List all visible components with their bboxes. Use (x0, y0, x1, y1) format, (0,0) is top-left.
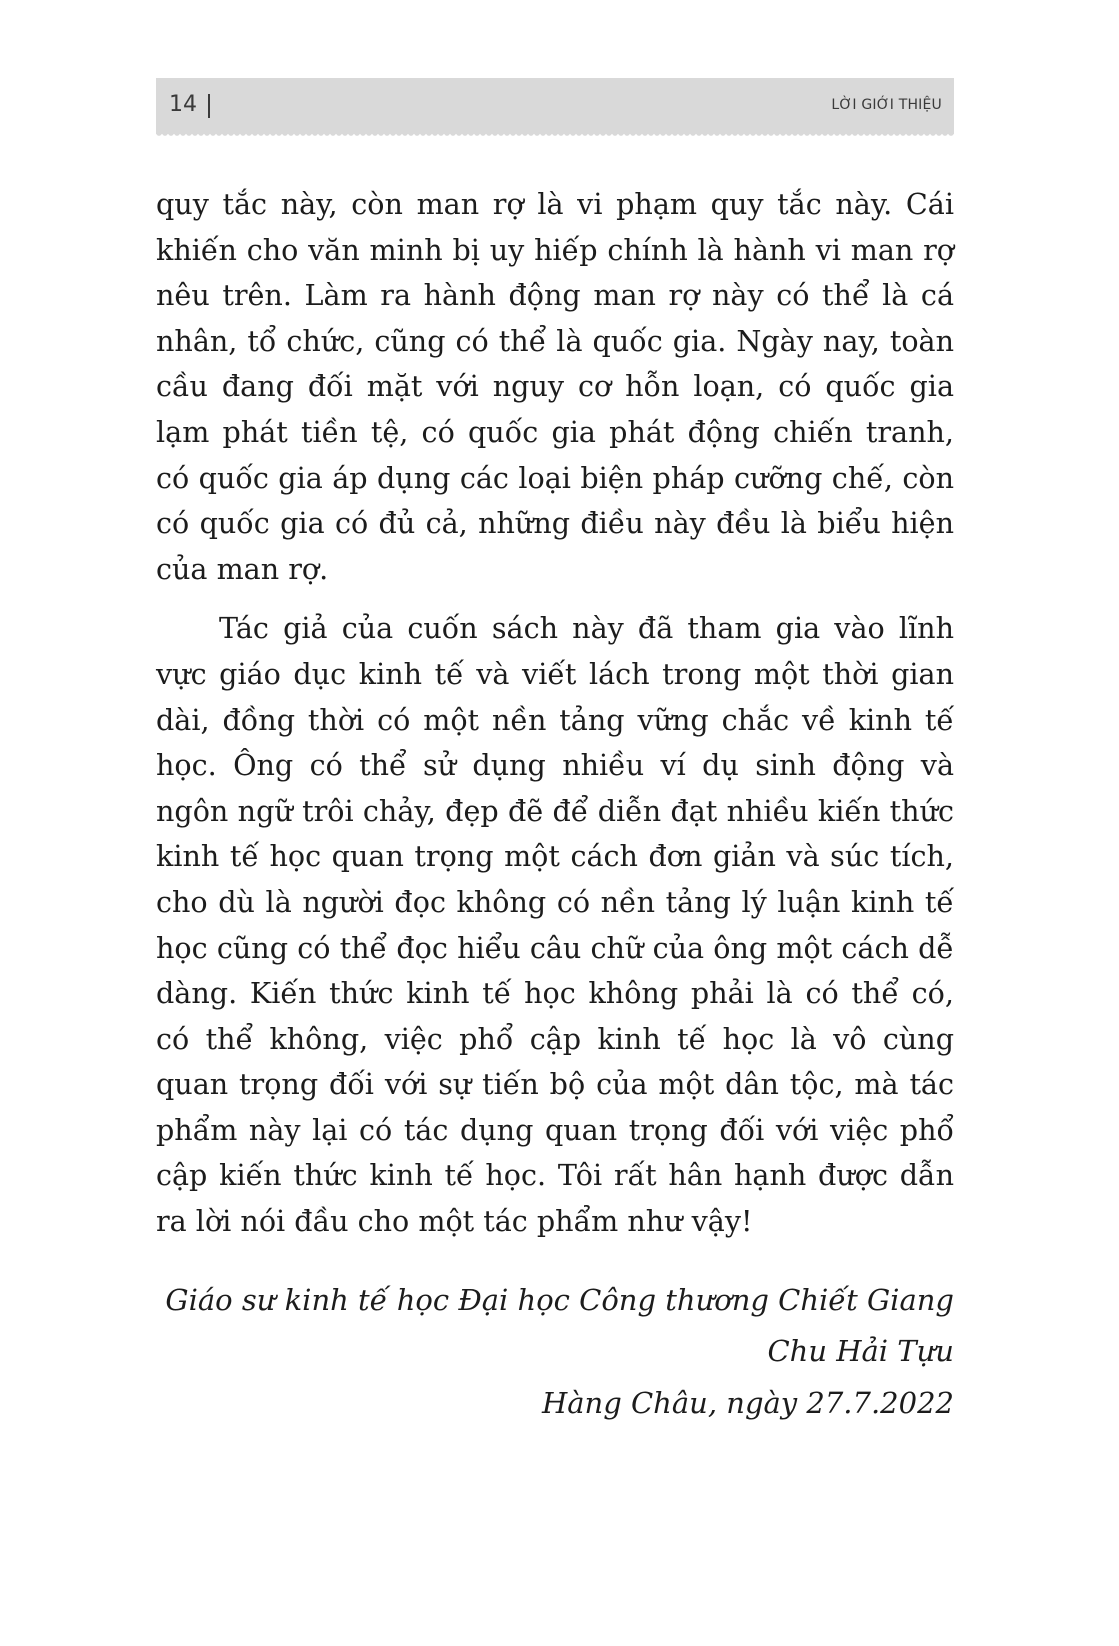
section-title: LỜI GIỚI THIỆU (831, 97, 942, 113)
body-paragraph-2: Tác giả của cuốn sách này đã tham gia vào lĩnh vực giáo dục kinh tế và viết lách trong một thời gian dài, đồng thời có một nền tảng vững chắc về kinh tế học. Ông có thể sử dụng nhiều ví dụ sinh động và ngôn ngữ trôi chảy, đẹp đẽ để diễn đạt nhiều kiến thức kinh tế học quan trọng một cách đơn giản và súc tích, cho dù là người đọc không có nền tảng lý luận kinh tế học cũng có thể đọc hiểu câu chữ của ông một cách dễ dàng. Kiến thức kinh tế học không phải là có thể có, có thể không, việc phổ cập kinh tế học là vô cùng quan trọng đối với sự tiến bộ của một dân tộc, mà tác phẩm này lại có tác dụng quan trọng đối với việc phổ cập kiến thức kinh tế học. Tôi rất hân hạnh được dẫn ra lời nói đầu cho một tác phẩm như vậy! (156, 611, 954, 1239)
signature-block (156, 1275, 954, 1430)
page-body (156, 182, 954, 1429)
signature-name: Chu Hải Tựu (767, 1334, 954, 1369)
page-header (156, 78, 954, 134)
page-number: 14 (169, 92, 197, 117)
header-divider (208, 94, 210, 118)
signature-place-date: Hàng Châu, ngày 27.7.2022 (541, 1385, 954, 1420)
body-paragraph-1: quy tắc này, còn man rợ là vi phạm quy tắc này. Cái khiến cho văn minh bị uy hiếp chính là hành vi man rợ nêu trên. Làm ra hành động man rợ này có thể là cá nhân, tổ chức, cũng có thể là quốc gia. Ngày nay, toàn cầu đang đối mặt với nguy cơ hỗn loạn, có quốc gia lạm phát tiền tệ, có quốc gia phát động chiến tranh, có quốc gia áp dụng các loại biện pháp cưỡng chế, còn có quốc gia có đủ cả, những điều này đều là biểu hiện của man rợ. (156, 187, 954, 586)
signature-title: Giáo sư kinh tế học Đại học Công thương Chiết Giang (165, 1282, 954, 1317)
